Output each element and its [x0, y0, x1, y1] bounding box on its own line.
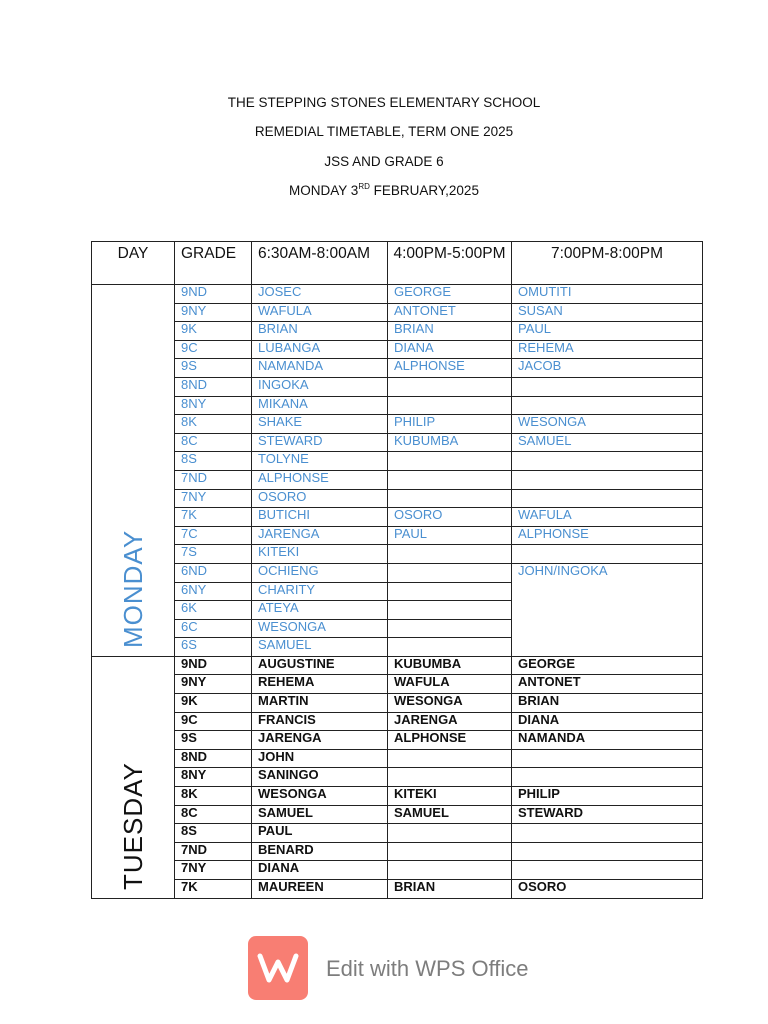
cell-morning: SHAKE — [252, 415, 388, 434]
cell-morning: KITEKI — [252, 545, 388, 564]
cell-grade: 8S — [175, 824, 252, 843]
wps-watermark[interactable] — [248, 936, 548, 1000]
table-row — [92, 508, 703, 527]
col-header-afternoon: 4:00PM-5:00PM — [388, 242, 512, 285]
cell-evening: STEWARD — [512, 805, 703, 824]
table-row — [92, 861, 703, 880]
cell-evening — [512, 396, 703, 415]
cell-evening: PAUL — [512, 322, 703, 341]
table-row — [92, 452, 703, 471]
cell-grade: 9ND — [175, 656, 252, 675]
cell-evening: DIANA — [512, 712, 703, 731]
table-row — [92, 285, 703, 304]
cell-grade: 7S — [175, 545, 252, 564]
day-label: MONDAY — [118, 529, 148, 648]
cell-evening — [512, 749, 703, 768]
cell-grade: 8C — [175, 805, 252, 824]
cell-grade: 7NY — [175, 861, 252, 880]
cell-evening — [512, 824, 703, 843]
cell-evening: OMUTITI — [512, 285, 703, 304]
cell-grade: 7K — [175, 508, 252, 527]
table-row — [92, 656, 703, 675]
cell-afternoon — [388, 545, 512, 564]
cell-morning: OSORO — [252, 489, 388, 508]
cell-evening: PHILIP — [512, 787, 703, 806]
cell-afternoon: WESONGA — [388, 694, 512, 713]
cell-morning: NAMANDA — [252, 359, 388, 378]
cell-afternoon — [388, 749, 512, 768]
cell-grade: 9K — [175, 322, 252, 341]
table-row — [92, 712, 703, 731]
cell-evening: SAMUEL — [512, 433, 703, 452]
table-row — [92, 880, 703, 899]
table-row — [92, 340, 703, 359]
table-row — [92, 805, 703, 824]
cell-morning: BENARD — [252, 842, 388, 861]
cell-evening — [512, 842, 703, 861]
cell-morning: SAMUEL — [252, 638, 388, 657]
table-row — [92, 470, 703, 489]
header-row — [92, 242, 703, 285]
cell-afternoon — [388, 638, 512, 657]
cell-afternoon — [388, 619, 512, 638]
day-cell — [92, 656, 175, 898]
cell-evening: GEORGE — [512, 656, 703, 675]
cell-grade: 9ND — [175, 285, 252, 304]
table-row — [92, 359, 703, 378]
cell-evening: OSORO — [512, 880, 703, 899]
cell-morning: AUGUSTINE — [252, 656, 388, 675]
cell-grade: 9C — [175, 340, 252, 359]
col-header-day: DAY — [92, 242, 175, 285]
cell-evening: JOHN/INGOKA — [512, 563, 703, 656]
date-line: MONDAY 3RD FEBRUARY,2025 — [289, 182, 479, 198]
col-header-morning: 6:30AM-8:00AM — [252, 242, 388, 285]
cell-morning: CHARITY — [252, 582, 388, 601]
cell-grade: 6NY — [175, 582, 252, 601]
cell-evening: ALPHONSE — [512, 526, 703, 545]
cell-evening — [512, 470, 703, 489]
timetable-title: REMEDIAL TIMETABLE, TERM ONE 2025 — [254, 124, 514, 139]
cell-grade: 8C — [175, 433, 252, 452]
table-row — [92, 694, 703, 713]
school-name: THE STEPPING STONES ELEMENTARY SCHOOL — [227, 95, 541, 110]
cell-afternoon — [388, 377, 512, 396]
cell-morning: MIKANA — [252, 396, 388, 415]
cell-grade: 8NY — [175, 396, 252, 415]
cell-afternoon: ALPHONSE — [388, 359, 512, 378]
table-row — [92, 787, 703, 806]
cell-evening — [512, 545, 703, 564]
cell-grade: 7ND — [175, 470, 252, 489]
table-row — [92, 415, 703, 434]
cell-morning: REHEMA — [252, 675, 388, 694]
cell-afternoon: PHILIP — [388, 415, 512, 434]
table-row — [92, 842, 703, 861]
col-header-grade: GRADE — [175, 242, 252, 285]
cell-grade: 9NY — [175, 303, 252, 322]
table-row — [92, 563, 703, 582]
cell-morning: MARTIN — [252, 694, 388, 713]
cell-grade: 7K — [175, 880, 252, 899]
table-row — [92, 545, 703, 564]
table-row — [92, 303, 703, 322]
cell-evening: WESONGA — [512, 415, 703, 434]
cell-evening — [512, 452, 703, 471]
cell-grade: 6S — [175, 638, 252, 657]
cell-grade: 8NY — [175, 768, 252, 787]
table-row — [92, 824, 703, 843]
cell-evening: JACOB — [512, 359, 703, 378]
cell-morning: STEWARD — [252, 433, 388, 452]
cell-grade: 6ND — [175, 563, 252, 582]
cell-grade: 7NY — [175, 489, 252, 508]
cell-grade: 8S — [175, 452, 252, 471]
cell-evening: ANTONET — [512, 675, 703, 694]
cell-evening: BRIAN — [512, 694, 703, 713]
cell-grade: 8K — [175, 415, 252, 434]
level-title: JSS AND GRADE 6 — [324, 154, 444, 169]
timetable — [91, 241, 703, 899]
day-label: TUESDAY — [118, 761, 148, 890]
table-row — [92, 768, 703, 787]
cell-evening: SUSAN — [512, 303, 703, 322]
table-row — [92, 675, 703, 694]
cell-morning: WESONGA — [252, 619, 388, 638]
cell-morning: OCHIENG — [252, 563, 388, 582]
cell-afternoon — [388, 470, 512, 489]
cell-morning: JARENGA — [252, 526, 388, 545]
cell-grade: 7C — [175, 526, 252, 545]
cell-afternoon — [388, 842, 512, 861]
cell-grade: 9S — [175, 731, 252, 750]
cell-morning: ATEYA — [252, 601, 388, 620]
cell-afternoon: WAFULA — [388, 675, 512, 694]
cell-afternoon — [388, 601, 512, 620]
cell-morning: JARENGA — [252, 731, 388, 750]
cell-morning: BRIAN — [252, 322, 388, 341]
cell-afternoon: ANTONET — [388, 303, 512, 322]
cell-evening: NAMANDA — [512, 731, 703, 750]
col-header-evening: 7:00PM-8:00PM — [512, 242, 703, 285]
table-row — [92, 749, 703, 768]
day-cell — [92, 285, 175, 657]
cell-grade: 6C — [175, 619, 252, 638]
cell-evening — [512, 489, 703, 508]
cell-morning: FRANCIS — [252, 712, 388, 731]
cell-morning: JOSEC — [252, 285, 388, 304]
cell-afternoon: GEORGE — [388, 285, 512, 304]
table-row — [92, 526, 703, 545]
table-row — [92, 396, 703, 415]
cell-afternoon: PAUL — [388, 526, 512, 545]
cell-afternoon — [388, 452, 512, 471]
cell-grade: 9NY — [175, 675, 252, 694]
cell-evening — [512, 861, 703, 880]
cell-afternoon: ALPHONSE — [388, 731, 512, 750]
cell-grade: 9S — [175, 359, 252, 378]
cell-morning: INGOKA — [252, 377, 388, 396]
cell-grade: 7ND — [175, 842, 252, 861]
cell-afternoon: KUBUMBA — [388, 656, 512, 675]
cell-grade: 6K — [175, 601, 252, 620]
wps-w-icon — [248, 936, 308, 1000]
cell-afternoon: BRIAN — [388, 880, 512, 899]
cell-afternoon: KITEKI — [388, 787, 512, 806]
cell-afternoon: JARENGA — [388, 712, 512, 731]
table-row — [92, 322, 703, 341]
cell-morning: SANINGO — [252, 768, 388, 787]
cell-afternoon: OSORO — [388, 508, 512, 527]
cell-evening: WAFULA — [512, 508, 703, 527]
table-row — [92, 489, 703, 508]
cell-afternoon: SAMUEL — [388, 805, 512, 824]
cell-morning: SAMUEL — [252, 805, 388, 824]
cell-afternoon — [388, 582, 512, 601]
cell-afternoon — [388, 563, 512, 582]
cell-grade: 8ND — [175, 377, 252, 396]
cell-morning: LUBANGA — [252, 340, 388, 359]
cell-morning: WAFULA — [252, 303, 388, 322]
table-row — [92, 433, 703, 452]
cell-afternoon: KUBUMBA — [388, 433, 512, 452]
cell-grade: 9K — [175, 694, 252, 713]
cell-afternoon — [388, 396, 512, 415]
cell-morning: DIANA — [252, 861, 388, 880]
cell-grade: 8K — [175, 787, 252, 806]
cell-morning: BUTICHI — [252, 508, 388, 527]
cell-evening: REHEMA — [512, 340, 703, 359]
cell-morning: TOLYNE — [252, 452, 388, 471]
cell-morning: WESONGA — [252, 787, 388, 806]
cell-afternoon — [388, 768, 512, 787]
cell-morning: MAUREEN — [252, 880, 388, 899]
cell-grade: 9C — [175, 712, 252, 731]
cell-afternoon: DIANA — [388, 340, 512, 359]
cell-afternoon: BRIAN — [388, 322, 512, 341]
cell-morning: JOHN — [252, 749, 388, 768]
wps-watermark-text: Edit with WPS Office — [326, 956, 529, 981]
cell-morning: PAUL — [252, 824, 388, 843]
cell-afternoon — [388, 824, 512, 843]
table-row — [92, 731, 703, 750]
cell-evening — [512, 377, 703, 396]
cell-morning: ALPHONSE — [252, 470, 388, 489]
cell-afternoon — [388, 489, 512, 508]
cell-grade: 8ND — [175, 749, 252, 768]
cell-evening — [512, 768, 703, 787]
table-row — [92, 377, 703, 396]
cell-afternoon — [388, 861, 512, 880]
